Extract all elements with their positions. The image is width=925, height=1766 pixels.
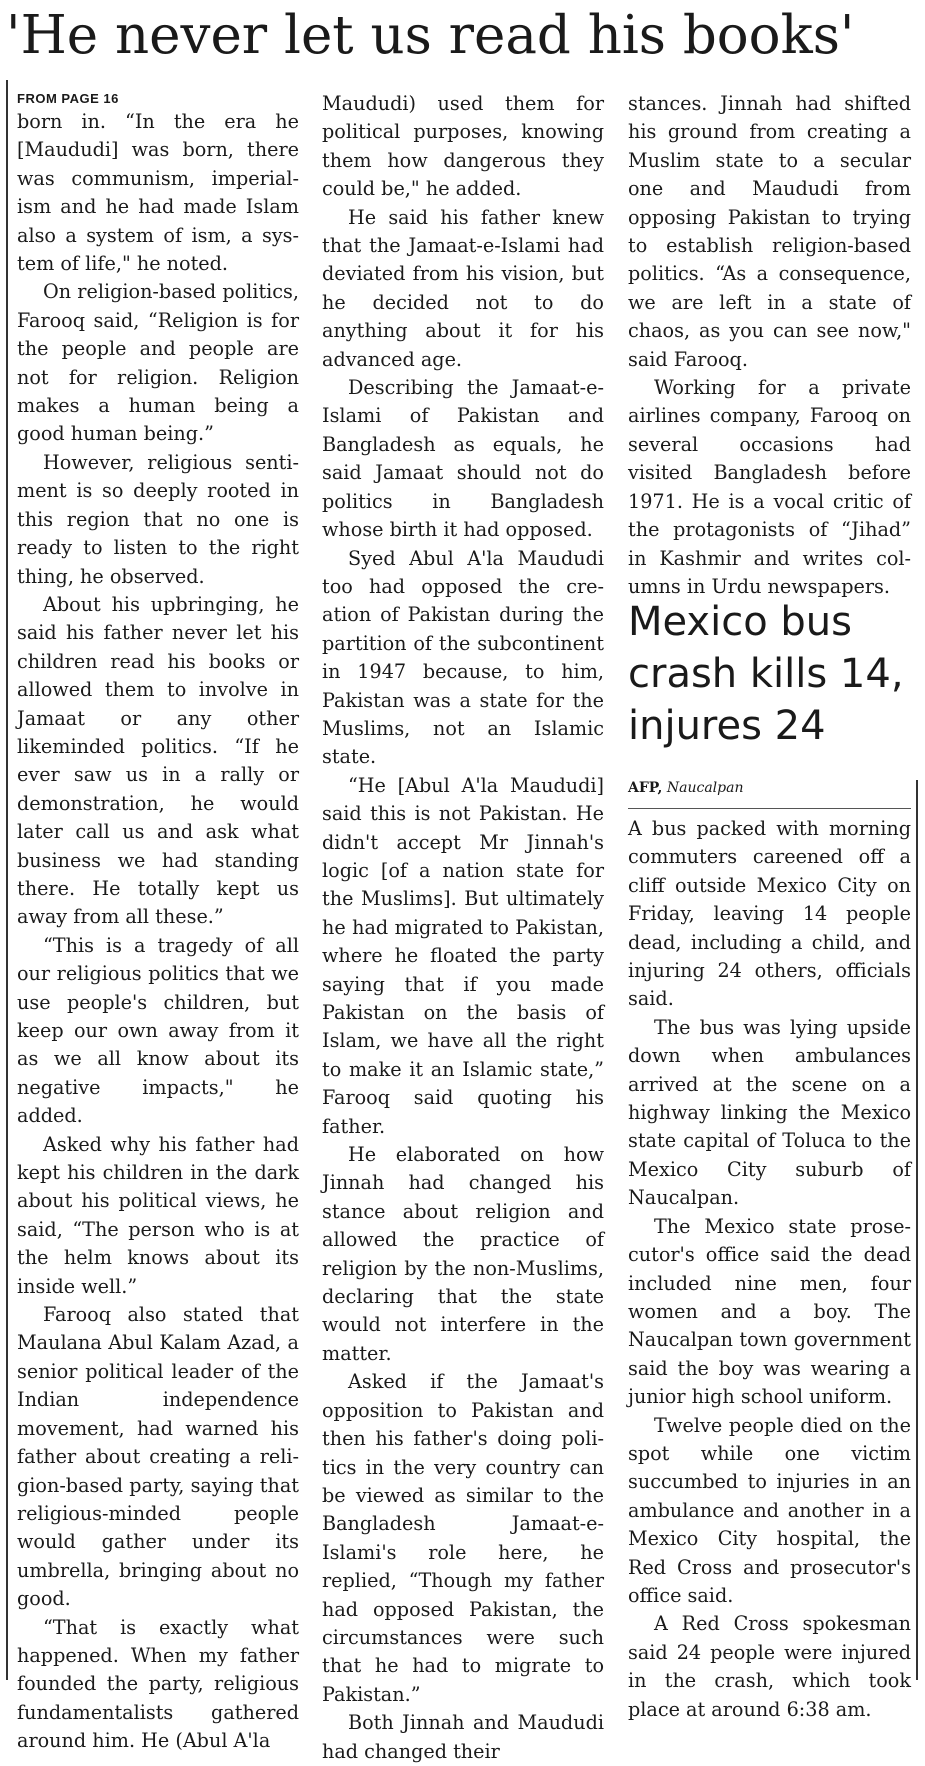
paragraph: Both Jinnah and Maududi had changed their: [322, 1711, 604, 1763]
article-column-2: [322, 90, 604, 1766]
paragraph: “This is a tragedy of all our religious politics that we use people's children, but keep our own away from it as we all know about its negative impacts," he added.: [17, 933, 299, 1128]
paragraph: However, religious sentiment is so deeply rooted in this region that no one is ready to listen to the right thing, he observed.: [17, 450, 299, 588]
paragraph: About his upbringing, he said his father never let his children read his books or allowed them to involve in Jamaat or any other likeminded politics. “If he ever saw us in a rally or demonstration, he would later call us and ask what business we had standing there. He totally kept us away from all these.”: [17, 592, 299, 929]
paragraph: Syed Abul A'la Maududi too had opposed the creation of Pakistan during the partition of the subcontinent in 1947 because, to him, Pakistan was a state for the Muslims, not an Islamic state.: [322, 546, 604, 769]
paragraph: “That is exactly what happened. When my father founded the party, religious fundamentalists gathered around him. He (Abul A'la: [17, 1615, 299, 1753]
paragraph: Describing the Jamaat-e-Islami of Pakistan and Bangladesh as equals, he said Jamaat should not do politics in Bangladesh whose birth it had opposed.: [322, 376, 604, 542]
paragraph: Farooq also stated that Maulana Abul Kalam Azad, a senior political leader of the Indian independence movement, had warned his father about creating a religion-based party, saying that religious-minded people would gather under its umbrella, bringing about no good.: [17, 1303, 299, 1611]
article-column-1: [17, 90, 299, 1756]
paragraph: The bus was lying upside down when ambulances arrived at the scene on a highway linking the Mexico state capital of Toluca to the Mexico City suburb of Naucalpan.: [628, 1015, 911, 1210]
paragraph: Twelve people died on the spot while one victim succumbed to injuries in an ambulance and another in a Mexico City hospital, the Red Cross and prosecutor's office said.: [628, 1413, 911, 1607]
secondary-headline: Mexico bus crash kills 14, injures 24: [628, 599, 904, 749]
paragraph: Asked why his father had kept his children in the dark about his political views, he said, “The person who is at the helm knows about its inside well.”: [17, 1132, 299, 1298]
paragraph: The Mexico state prosecutor's office said the dead included nine men, four women and a boy. The Naucalpan town government said the boy was wearing a junior high school uniform.: [628, 1214, 911, 1409]
paragraph: Working for a private airlines company, Farooq on several occasions had visited Bangladesh before 1971. He is a vocal critic of the protagonists of “Jihad” in Kashmir and writes columns in Urdu newspapers.: [628, 376, 911, 598]
headline: 'He never let us read his books': [6, 5, 855, 66]
column-rule-right: [916, 780, 918, 1680]
divider: [628, 808, 911, 809]
byline-dateline: Naucalpan: [666, 780, 744, 796]
column-rule-left: [6, 80, 8, 1680]
kicker: FROM PAGE 16: [17, 91, 119, 106]
secondary-story-body: [628, 815, 911, 1724]
paragraph: A Red Cross spokesman said 24 people were injured in the crash, which took place at around 6:38 am.: [628, 1612, 911, 1721]
paragraph: On religion-based politics, Farooq said, “Religion is for the people and people are not for religion. Religion makes a human being a good human being.”: [17, 280, 299, 446]
paragraph: He elaborated on how Jinnah had changed his stance about religion and allowed the practice of religion by the non-Muslims, declaring that the state would not interfere in the matter.: [322, 1143, 604, 1365]
paragraph: “He [Abul A'la Maududi] said this is not Pakistan. He didn't accept Mr Jinnah's logic [of a nation state for the Muslims]. But ultimately he had migrated to Pakistan, where he floated the party saying that if you made Pakistan on the basis of Islam, we have all the right to make it an Islamic state,” Farooq said quoting his father.: [322, 773, 604, 1138]
paragraph: stances. Jinnah had shifted his ground from creating a Muslim state to a secular one and Maududi from opposing Pakistan to trying to establish religion-based politics. “As a consequence, we are left in a state of chaos, as you can see now," said Farooq.: [628, 92, 911, 371]
paragraph: Asked if the Jamaat's opposition to Pakistan and then his father's doing politics in the very country can be viewed as similar to the Bangladesh Jamaat-e-Islami's role here, he replied, “Though my father had opposed Pakistan, the circumstances were such that he had to migrate to Pakistan.”: [322, 1370, 604, 1706]
byline-agency: AFP,: [628, 780, 663, 796]
paragraph: born in. “In the era he [Maududi] was born, there was communism, imperialism and he had made Islam also a system of ism, a system of life," he noted.: [17, 110, 299, 276]
article-column-3: [628, 90, 911, 601]
byline: [628, 778, 911, 798]
paragraph: He said his father knew that the Jamaat-e-Islami had deviated from his vision, but he decided not to do anything about it for his advanced age.: [322, 205, 604, 371]
secondary-story: [628, 596, 911, 1724]
paragraph: Maududi) used them for political purposes, knowing them how dangerous they could be," he added.: [322, 92, 604, 201]
paragraph: A bus packed with morning commuters careened off a cliff outside Mexico City on Friday, leaving 14 people dead, including a child, and injuring 24 others, officials said.: [628, 817, 911, 1011]
